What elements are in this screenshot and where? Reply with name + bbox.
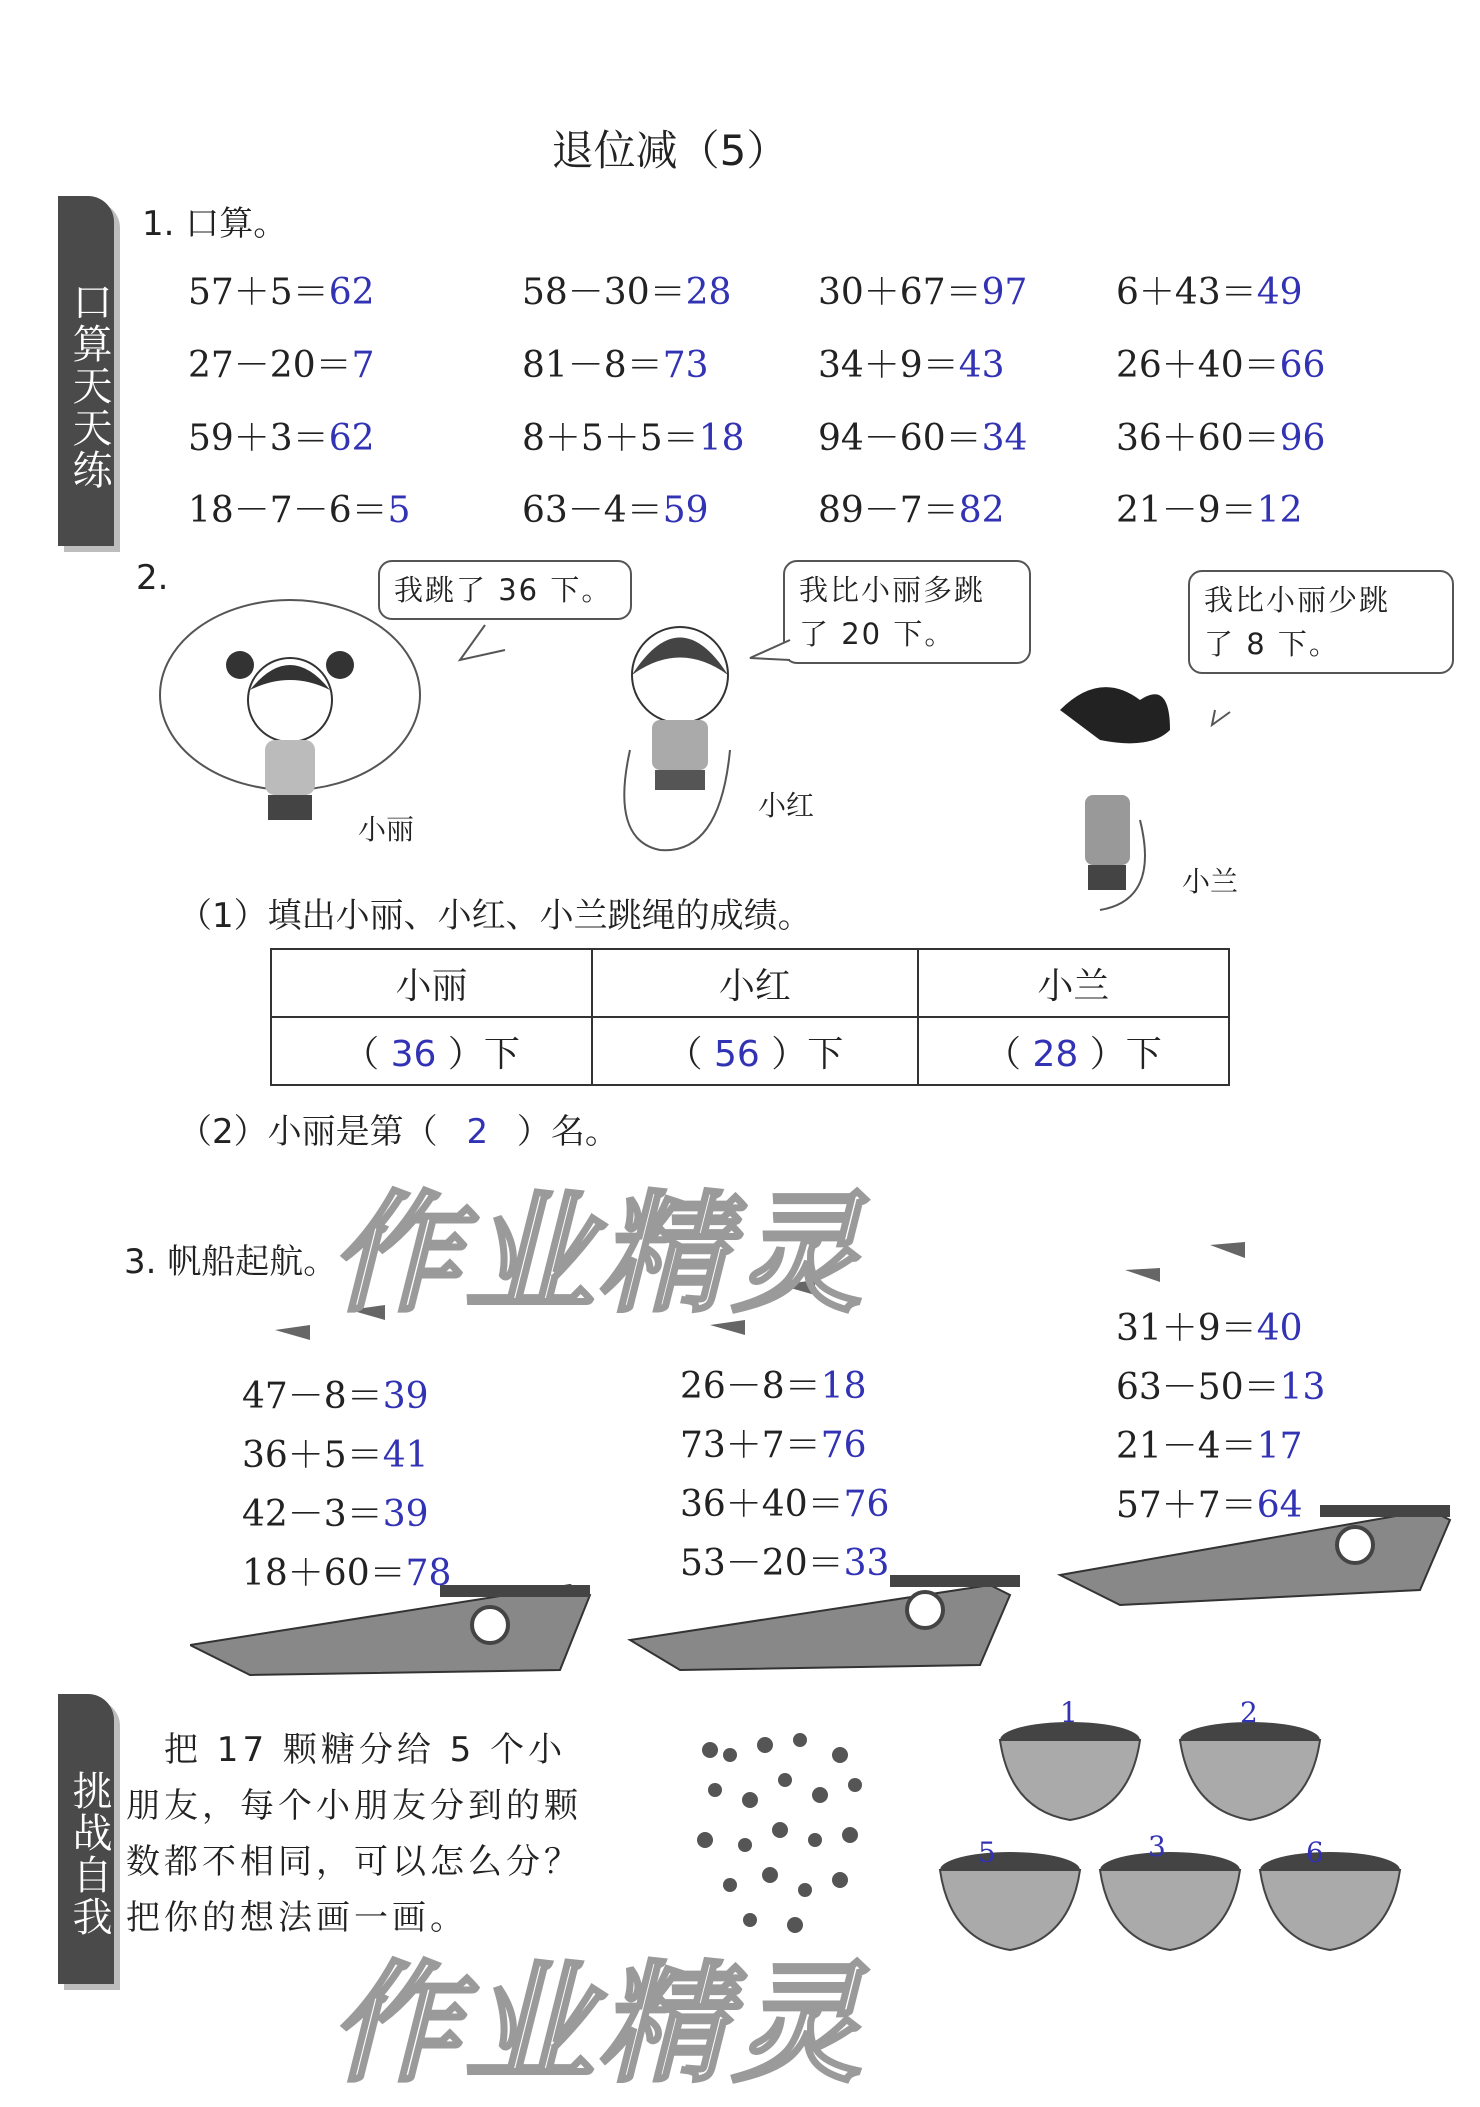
boat-equation [1116,1359,1325,1410]
bowl-number-6: 6 [1306,1836,1324,1869]
oral-equation [818,337,1005,388]
candy-pile [697,1733,862,1933]
boat-equation [1116,1418,1303,1469]
cell-xiaohong [592,1017,918,1085]
equation-question: 59＋3＝ [188,418,329,459]
xiaolan-figure [1060,687,1170,910]
boat-1 [190,1585,590,1675]
boat-equation [242,1545,451,1596]
score-table-answer-row [271,1017,1229,1085]
equation-answer: 78 [405,1553,452,1594]
bowl-number-3: 3 [1148,1830,1166,1863]
bubble-tail-2 [750,640,790,660]
bubble-line: 了 20 下。 [799,617,956,651]
equation-question: 31＋9＝ [1116,1308,1257,1349]
bowl-number-5: 5 [978,1836,996,1869]
equation-answer: 33 [843,1543,890,1584]
boat-equation [1116,1477,1303,1528]
equation-answer: 59 [662,490,709,531]
equation-question: 63－4＝ [522,490,663,531]
equation-question: 73＋7＝ [680,1425,821,1466]
equation-answer: 5 [387,490,411,531]
equation-answer: 66 [1279,345,1326,386]
equation-question: 34＋9＝ [818,345,959,386]
question-2-1: （1）填出小丽、小红、小兰跳绳的成绩。 [178,896,812,936]
equation-question: 89－7＝ [818,490,959,531]
kid-label-xiaohong: 小红 [758,789,815,822]
paren-open: （ [985,1033,1022,1075]
oral-equation [818,410,1027,461]
answer-xiaolan: 28 [1032,1033,1079,1075]
equation-question: 57＋7＝ [1116,1485,1257,1526]
equation-answer: 13 [1279,1367,1326,1408]
equation-answer: 18 [820,1366,867,1407]
section3-label: 3. 帆船起航。 [124,1242,338,1282]
boat-equation [680,1358,867,1409]
bowl-1 [1000,1722,1140,1820]
header-xiaolan: 小兰 [918,949,1229,1017]
equation-answer: 82 [958,490,1005,531]
equation-question: 36＋40＝ [680,1484,844,1525]
boat-equation [242,1368,429,1419]
answer-xiaoli: 36 [390,1033,437,1075]
side-tab-oral-practice: 口算天天练 [58,196,114,546]
cell-xiaoli [271,1017,592,1085]
q2-suffix: ）名。 [516,1112,619,1152]
equation-question: 63－50＝ [1116,1367,1280,1408]
kid-label-xiaolan: 小兰 [1182,865,1239,898]
oral-equation [188,482,411,533]
equation-answer: 18 [698,418,745,459]
equation-answer: 34 [981,418,1028,459]
equation-answer: 62 [328,418,375,459]
bubble-tail-3 [1212,710,1230,725]
question-2-2 [178,1104,619,1153]
oral-equation [1116,264,1303,315]
equation-question: 18＋60＝ [242,1553,406,1594]
equation-question: 53－20＝ [680,1543,844,1584]
answer-xiaohong: 56 [714,1033,760,1075]
bowls [940,1722,1400,1950]
paren-open: （ [666,1033,703,1075]
header-xiaohong: 小红 [592,949,918,1017]
equation-question: 6＋43＝ [1116,272,1257,313]
equation-question: 30＋67＝ [818,272,982,313]
equation-answer: 97 [981,272,1028,313]
equation-question: 26－8＝ [680,1366,821,1407]
boat-equation [1116,1300,1303,1351]
oral-equation [1116,337,1325,388]
boat-2 [630,1575,1020,1670]
equation-answer: 62 [328,272,375,313]
boat-equation [680,1535,889,1586]
bubble-line: 我比小丽多跳 [799,573,986,607]
challenge-line: 朋友，每个小朋友分到的颗 [126,1786,582,1826]
boat-equation [680,1476,889,1527]
oral-equation [522,264,731,315]
equation-answer: 43 [958,345,1005,386]
score-table-header-row [271,949,1229,1017]
boat-equation [680,1417,867,1468]
equation-answer: 7 [351,345,375,386]
oral-equation [1116,482,1303,533]
challenge-line: 把你的想法画一画。 [126,1898,468,1938]
watermark: 作业精灵 [330,1178,867,1330]
boat-equation [242,1486,429,1537]
bubble-line: 我比小丽少跳 [1204,583,1391,617]
oral-equation [818,264,1027,315]
bowl-6 [1260,1852,1400,1950]
equation-question: 42－3＝ [242,1494,383,1535]
equation-question: 57＋5＝ [188,272,329,313]
q2-prefix: （2）小丽是第（ [178,1112,438,1152]
bubble-tail-1 [460,625,505,660]
oral-equation [522,410,745,461]
equation-answer: 76 [843,1484,890,1525]
equation-answer: 39 [382,1376,429,1417]
equation-answer: 49 [1256,272,1303,313]
side-tab-challenge: 挑战自我 [58,1694,114,1984]
oral-equation [818,482,1005,533]
watermark: 作业精灵 [330,1948,867,2100]
challenge-line: 数都不相同，可以怎么分？ [126,1842,582,1882]
bowl-2 [1180,1722,1320,1820]
section1-label: 1. 口算。 [142,204,288,244]
oral-equation [188,337,375,388]
cell-xiaolan [918,1017,1229,1085]
equation-answer: 76 [820,1425,867,1466]
equation-question: 26＋40＝ [1116,345,1280,386]
equation-question: 27－20＝ [188,345,352,386]
boat-equation [242,1427,429,1478]
challenge-text [126,1722,646,1946]
xiaoli-figure [160,600,420,820]
oral-equation [188,264,375,315]
equation-question: 21－9＝ [1116,490,1257,531]
equation-answer: 73 [662,345,709,386]
kid-label-xiaoli: 小丽 [358,813,415,846]
equation-question: 21－4＝ [1116,1426,1257,1467]
equation-question: 81－8＝ [522,345,663,386]
equation-question: 47－8＝ [242,1376,383,1417]
oral-equation [522,337,709,388]
equation-answer: 12 [1256,490,1303,531]
equation-answer: 40 [1256,1308,1303,1349]
bubble-line: 了 8 下。 [1204,627,1340,661]
section2-label: 2. [136,558,169,598]
bubble-line: 我跳了 36 下。 [394,573,613,607]
header-xiaoli: 小丽 [271,949,592,1017]
bowl-5 [940,1852,1080,1950]
bowl-3 [1100,1852,1240,1950]
equation-answer: 17 [1256,1426,1303,1467]
paren-open: （ [343,1033,380,1075]
equation-question: 36＋5＝ [242,1435,383,1476]
jump-rope-illustration [140,580,1460,940]
oral-equation [188,410,375,461]
equation-question: 18－7－6＝ [188,490,388,531]
paren-close: ）下 [1089,1033,1162,1075]
equation-question: 94－60＝ [818,418,982,459]
paren-close: ）下 [771,1033,844,1075]
bowl-number-2: 2 [1240,1696,1258,1729]
oral-equation [1116,410,1325,461]
challenge-line: 把 17 颗糖分给 5 个小 [126,1730,567,1770]
page-title: 退位减（5） [551,126,789,175]
equation-question: 36＋60＝ [1116,418,1280,459]
xiaohong-figure [624,627,730,850]
oral-equation [522,482,709,533]
equation-answer: 41 [382,1435,429,1476]
equation-question: 58－30＝ [522,272,686,313]
bowl-number-1: 1 [1060,1696,1078,1729]
equation-question: 8＋5＋5＝ [522,418,699,459]
equation-answer: 96 [1279,418,1326,459]
paren-close: ）下 [447,1033,520,1075]
equation-answer: 39 [382,1494,429,1535]
equation-answer: 64 [1256,1485,1303,1526]
score-table [270,948,1230,1086]
q2-answer: 2 [466,1112,489,1152]
equation-answer: 28 [685,272,732,313]
